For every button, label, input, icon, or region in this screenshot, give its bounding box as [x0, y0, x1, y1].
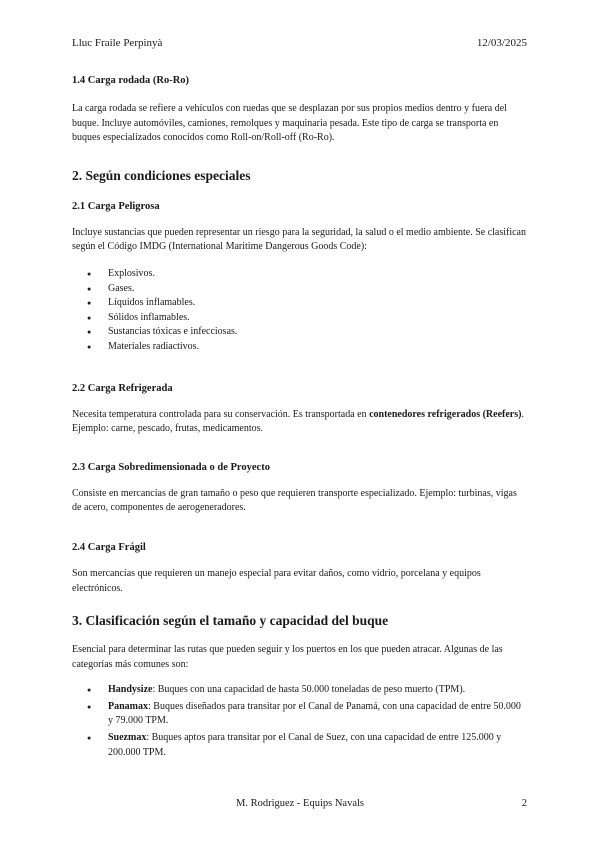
list-item: ● Materiales radiactivos.: [72, 340, 528, 355]
panamax-desc: : Buques diseñados para transitar por el Canal de Panamá, con una capacidad de entre 50.000 y 79.000 TPM.: [108, 700, 521, 727]
suezmax-term: Suezmax: [108, 732, 147, 744]
section-2-3-title: 2.3 Carga Sobredimensionada o de Proyecto: [72, 461, 270, 473]
reefers-term: contenedores refrigerados (Reefers): [369, 408, 522, 420]
ship-size-list: [72, 683, 528, 760]
section-2-title: 2. Según condiciones especiales: [72, 167, 251, 183]
list-item: ● Explosivos.: [72, 267, 528, 282]
panamax-term: Panamax: [108, 700, 148, 712]
section-2-2-text-start: Necesita temperatura controlada para su conservación. Es transportada en: [72, 408, 370, 420]
section-1-4-title: 1.4 Carga rodada (Ro-Ro): [72, 75, 190, 86]
list-item-handysize: [72, 683, 528, 698]
section-2-3-body: Consiste en mercancías de gran tamaño o peso que requieren transporte especializado. Ejemplo: turbinas, vigas de acero, componentes de aerogeneradores.: [72, 487, 517, 514]
handysize-term: Handysize: [108, 684, 153, 696]
section-2-1-body: Incluye sustancias que pueden representar un riesgo para la seguridad, la salud o el medio ambiente. Se clasifican según el Código IMDG (International Maritime Dangerous Goods Code):: [72, 226, 526, 253]
list-item: ● Sólidos inflamables.: [72, 311, 528, 326]
header-author: Lluc Fraile Perpinyà: [72, 37, 163, 49]
section-1-4-body: La carga rodada se refiere a vehículos con ruedas que se desplazan por sus propios medios dentro y fuera del buque. Incluye automóviles, camiones, remolques y maquinaria pesada. Este tipo de carga se transporta en buques especializados conocidos como Roll-on/Roll-off (Ro-Ro).: [72, 103, 507, 144]
section-2-1-title: 2.1 Carga Peligrosa: [72, 200, 160, 212]
page-number: 2: [521, 798, 527, 809]
section-3-body: Esencial para determinar las rutas que pueden seguir y los puertos en los que pueden atracar. Algunas de las categorías más comunes son:: [72, 644, 503, 670]
section-2-2-text-end: . Ejemplo: carne, pescado, frutas, medicamentos.: [72, 408, 524, 435]
section-2-2-body: [72, 408, 528, 437]
header-date: 12/03/2025: [476, 37, 527, 49]
section-2-4-body: Son mercancías que requieren un manejo especial para evitar daños, como vidrio, porcelana y equipos electrónicos.: [72, 567, 481, 594]
list-item-panamax: [72, 700, 528, 729]
suezmax-desc: : Buques aptos para transitar por el Canal de Suez, con una capacidad de entre 125.000 y 200.000 TPM.: [108, 732, 502, 758]
list-item: ● Sustancias tóxicas e infecciosas.: [72, 325, 528, 340]
page-content: [72, 72, 528, 760]
list-item-suezmax: [72, 731, 528, 760]
section-2-4-title: 2.4 Carga Frágil: [72, 541, 146, 553]
list-item: ● Líquidos inflamables.: [72, 296, 528, 311]
section-3-title: 3. Clasificación según el tamaño y capacidad del buque: [72, 613, 389, 629]
section-2-2-title: 2.2 Carga Refrigerada: [72, 382, 173, 394]
list-item: ● Gases.: [72, 282, 528, 297]
dangerous-goods-list: [72, 267, 528, 355]
footer-text: M. Rodriguez - Equips Navals: [235, 798, 365, 809]
handysize-desc: : Buques con una capacidad de hasta 50.000 toneladas de peso muerto (TPM).: [152, 684, 466, 696]
